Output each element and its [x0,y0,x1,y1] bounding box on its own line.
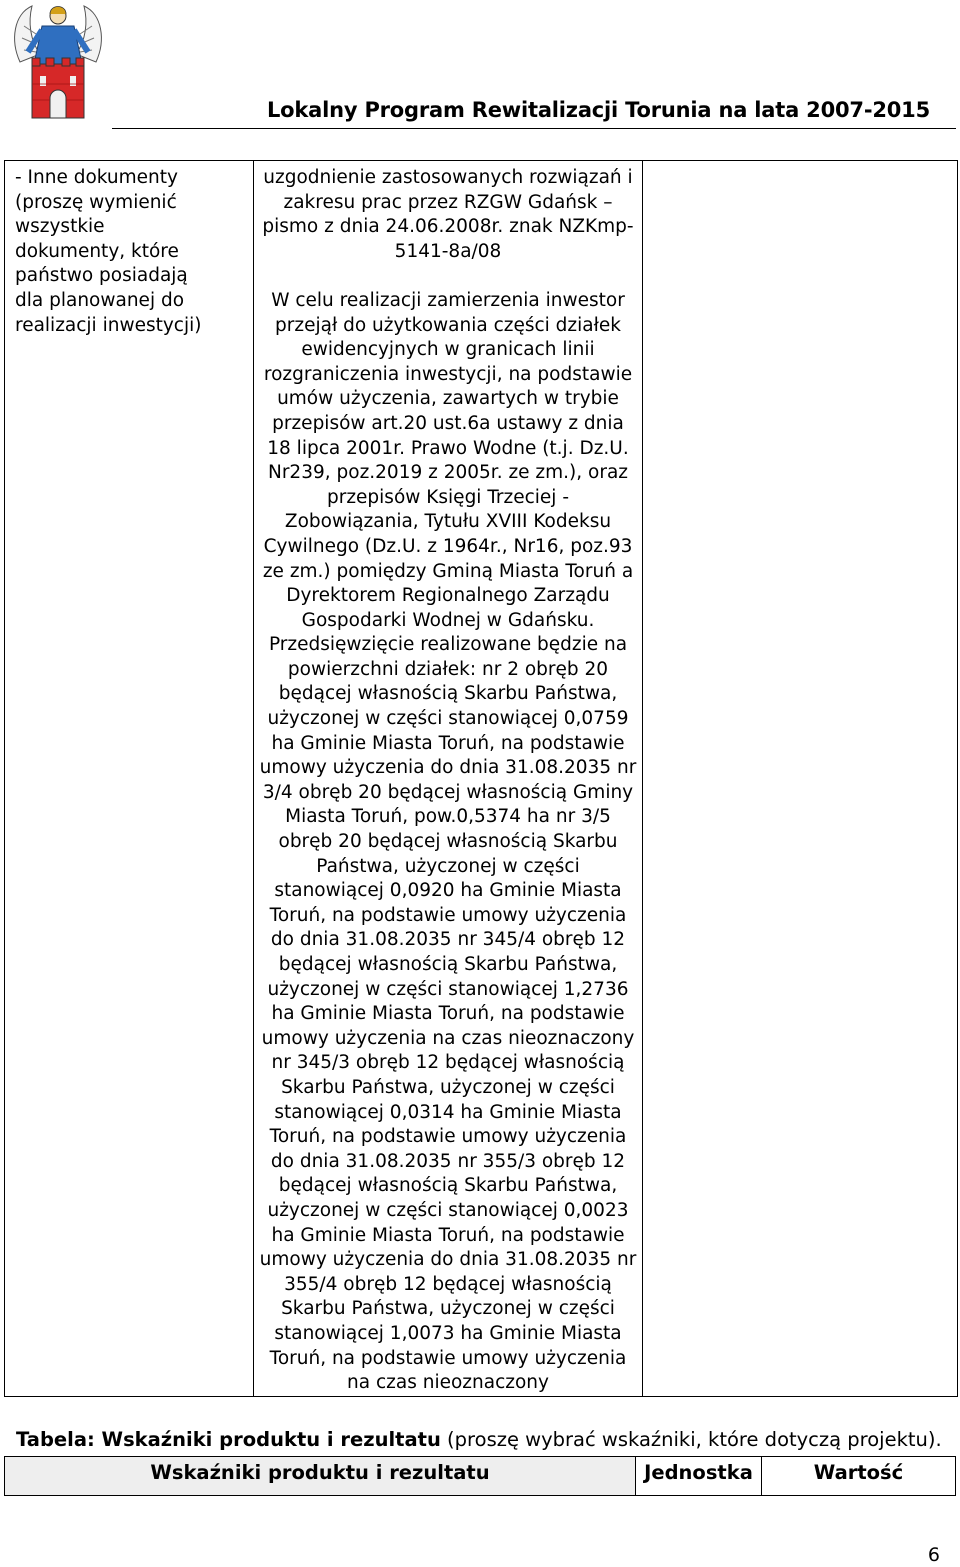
text-line: będącej własnością Skarbu Państwa, [278,683,618,705]
label-line: dokumenty, które [15,240,179,262]
header-cell-value: Wartość [762,1457,956,1496]
empty-cell [643,161,958,1397]
text-line: do dnia 31.08.2035 nr 345/4 obręb 12 [270,929,626,951]
text-line: użyczonej w części stanowiącej 0,0759 [267,708,629,730]
label-line: państwo posiadają [15,265,188,287]
text-line: rozgraniczenia inwestycji, na podstawie [263,363,633,385]
text-line: będącej własnością Skarbu Państwa, [278,954,618,975]
text-line: Przedsięwzięcie realizowane będzie na [268,634,628,656]
text-line: stanowiącej 0,0314 ha Gminie Miasta [274,1101,622,1123]
label-line: realizacji inwestycji) [15,314,202,336]
text-line: 355/4 obręb 12 będącej własnością [284,1273,612,1295]
label-line: (proszę wymienić [15,191,177,213]
text-line: ha Gminie Miasta Toruń, na podstawie [271,732,625,754]
text-line: W celu realizacji zamierzenia inwestor [271,289,625,311]
text-line: użyczonej w części stanowiącej 0,0023 [267,1199,629,1221]
header-cell-indicators: Wskaźniki produktu i rezultatu [5,1457,636,1496]
text-line: Nr239, poz.2019 z 2005r. ze zm.), oraz [267,462,628,484]
documents-table [4,160,958,1397]
text-line: umowy użyczenia do dnia 31.08.2035 nr [259,1249,637,1271]
label-line: - Inne dokumenty [15,167,178,188]
text-line: 18 lipca 2001r. Prawo Wodne (t.j. Dz.U. [267,437,629,459]
caption-note: (proszę wybrać wskaźniki, które dotyczą projektu). [440,1428,942,1451]
text-line: ha Gminie Miasta Toruń, na podstawie [271,1224,625,1246]
text-line: Toruń, na podstawie umowy użyczenia [269,1347,627,1369]
text-line: przepisów Księgi Trzeciej - [326,486,570,508]
text-line: Skarbu Państwa, użyczonej w części [281,1298,615,1320]
text-line: Państwa, użyczonej w części [316,855,580,877]
text-line: Gospodarki Wodnej w Gdańsku. [301,609,595,631]
page-number: 6 [927,1544,940,1566]
label-line: wszystkie [15,216,105,238]
document-header-title: Lokalny Program Rewitalizacji Torunia na lata 2007-2015 [266,98,930,122]
indicators-header-row [5,1457,956,1496]
text-line: przejął do użytkowania części działek [275,314,621,336]
caption-title: Tabela: Wskaźniki produktu i rezultatu [16,1428,441,1451]
text-line: powierzchni działek: nr 2 obręb 20 [287,658,609,680]
text-line: użyczonej w części stanowiącej 1,2736 [267,978,629,1000]
text-line: ze zm.) pomiędzy Gminą Miasta Toruń a [262,560,634,582]
other-documents-label-cell [5,161,254,1397]
text-line: zakresu prac przez RZGW Gdańsk – [283,191,613,213]
text-line: Miasta Toruń, pow.0,5374 ha nr 3/5 [285,806,611,828]
text-line: ha Gminie Miasta Toruń, na podstawie [271,1003,625,1025]
text-line: nr 345/3 obręb 12 będącej własnością [271,1052,625,1074]
text-line: umowy użyczenia do dnia 31.08.2035 nr [259,757,637,779]
indicators-table-caption [16,1428,942,1451]
text-line: 5141-8a/08 [394,240,502,262]
text-line: 3/4 obręb 20 będącej własnością Gminy [262,781,634,803]
documents-description-cell [254,161,643,1397]
land-use-paragraph [254,289,642,1396]
text-line: Toruń, na podstawie umowy użyczenia [269,904,627,926]
text-line: Skarbu Państwa, użyczonej w części [281,1076,615,1098]
table-row [5,161,958,1397]
header-divider [112,128,956,129]
text-line: umowy użyczenia na czas nieoznaczony [261,1027,635,1049]
angel-castle-icon [10,0,106,128]
text-line: pismo z dnia 24.06.2008r. znak NZKmp- [262,216,634,238]
text-line: Zobowiązania, Tytułu XVIII Kodeksu [284,511,612,533]
text-line: Dyrektorem Regionalnego Zarządu [286,585,610,607]
indicators-table [4,1456,956,1496]
text-line: stanowiącej 1,0073 ha Gminie Miasta [274,1322,622,1344]
text-line: będącej własnością Skarbu Państwa, [278,1175,618,1197]
text-line: umów użyczenia, zawartych w trybie [277,388,619,410]
text-line: na czas nieoznaczony [347,1372,549,1394]
text-line: uzgodnienie zastosowanych rozwiązań i [263,167,633,188]
coat-of-arms-logo [10,0,106,128]
text-line: ewidencyjnych w granicach linii [301,339,595,361]
text-line: Toruń, na podstawie umowy użyczenia [269,1126,627,1148]
text-line: obręb 20 będącej własnością Skarbu [278,831,618,853]
text-line: Cywilnego (Dz.U. z 1964r., Nr16, poz.93 [263,535,633,557]
text-line: stanowiącej 0,0920 ha Gminie Miasta [274,880,622,902]
text-line: przepisów art.20 ust.6a ustawy z dnia [272,412,624,434]
label-line: dla planowanej do [15,289,185,311]
text-line: do dnia 31.08.2035 nr 355/3 obręb 12 [270,1150,626,1172]
header-cell-unit: Jednostka [636,1457,762,1496]
rzgw-agreement-paragraph [254,166,642,264]
